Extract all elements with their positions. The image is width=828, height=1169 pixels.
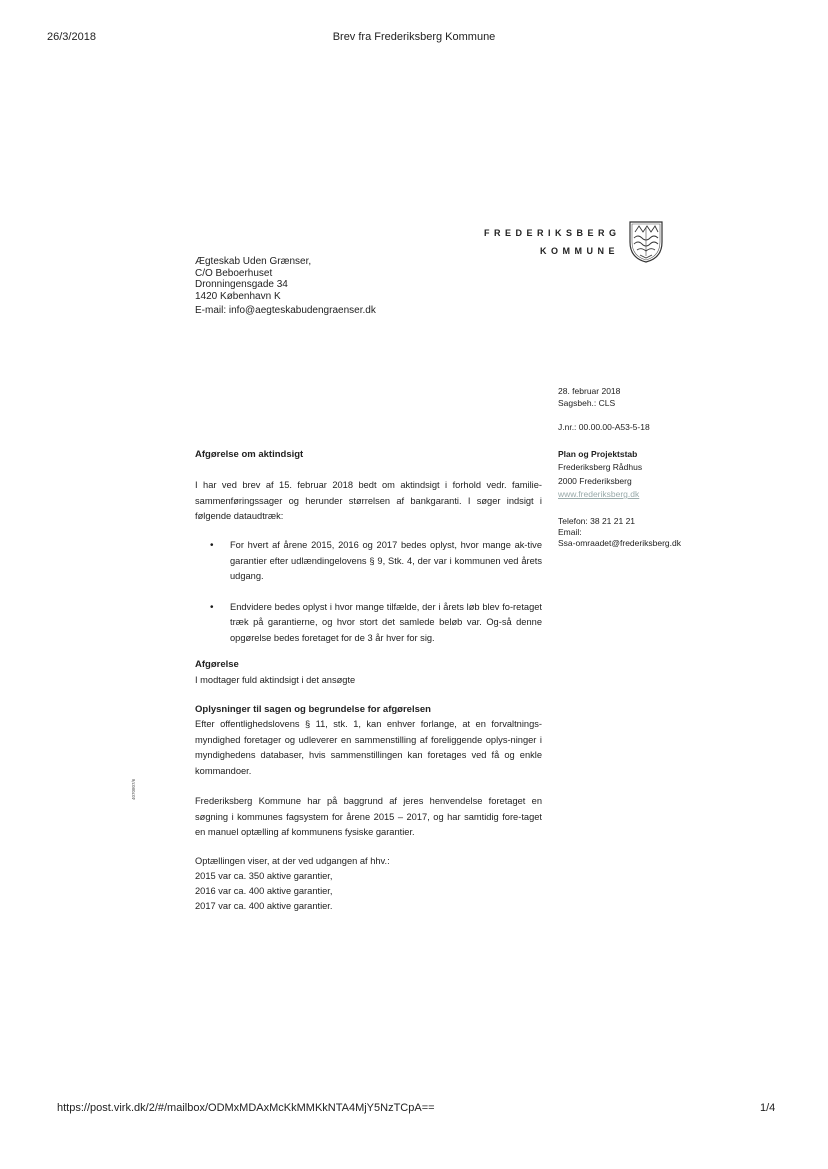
sender-department: Plan og Projektstab [558,449,638,459]
bullet-text: For hvert af årene 2015, 2016 og 2017 bedes oplyst, hvor mange ak-tive garantier efter udlændingelovens § 9, Stk. 4, der var i kommunen ved årets udgang. [230,540,542,581]
print-page-number: 1/4 [760,1102,776,1114]
print-footer-url: https://post.virk.dk/2/#/mailbox/ODMxMDAxMcKkMMKkNTA4MjY5NzTCpA== [57,1102,435,1114]
info-paragraph: Efter offentlighedslovens § 11, stk. 1, kan enhver forlange, at en forvaltnings-myndighed foretager og udleverer en sammenstilling af foreliggende oplys-ninger i myndighedens databaser, hvis sammenstillingen kan foretages ved få og enkle kommandoer. [195,719,542,776]
request-bullet-list [210,538,542,646]
margin-document-code [129,762,143,802]
bullet-text: Endvidere bedes oplyst i hvor mange tilfælde, der i årets løb blev fo-retaget træk på garantierne, og hvor stort det samlede beløb var. Og-så denne opgørelse bedes foretaget for de 3 år hver for sig. [230,601,542,643]
sender-email-label: Email: [558,527,582,537]
margin-code-text: 4070807/6 [131,778,136,800]
list-item [210,538,542,585]
recipient-line: Dronningensgade 34 [195,279,288,290]
sender-city: 2000 Frederiksberg [558,476,632,486]
recipient-address [195,256,311,302]
count-line: 2017 var ca. 400 aktive garantier. [195,901,333,911]
print-date: 26/3/2018 [47,31,96,43]
intro-paragraph: I har ved brev af 15. februar 2018 bedt om aktindsigt i forhold vedr. familie-sammenføringssager og herunder størrelsen af bankgaranti. I søger indsigt i følgende dataudtræk: [195,480,542,521]
search-paragraph: Frederiksberg Kommune har på baggrund af jeres henvendelse foretaget en søgning i kommunes fagsystem for årene 2015 – 2017, og har samtidig fore-taget en manuel optælling af kommunens fysiske garantier. [195,796,542,837]
letter-date: 28. februar 2018 [558,386,621,396]
decision-text: I modtager fuld aktindsigt i det ansøgte [195,675,356,685]
logo-line-frederiksberg: F R E D E R I K S B E R G [484,228,618,238]
sender-building: Frederiksberg Rådhus [558,462,643,472]
logo-line-kommune: K O M M U N E [540,246,616,256]
count-intro: Optællingen viser, at der ved udgangen af hhv.: [195,856,390,866]
caseworker: Sagsbeh.: CLS [558,398,616,408]
info-heading: Oplysninger til sagen og begrundelse for afgørelsen [195,704,431,715]
recipient-line: 1420 København K [195,290,281,302]
letter-subject: Afgørelse om aktindsigt [195,449,304,460]
recipient-line: Ægteskab Uden Grænser, [195,256,312,267]
sender-email: Ssa-omraadet@frederiksberg.dk [558,538,681,548]
sender-website-link[interactable]: www.frederiksberg.dk [558,489,640,499]
count-line: 2015 var ca. 350 aktive garantier, [195,871,333,881]
bullet-icon: • [210,601,214,613]
print-title: Brev fra Frederiksberg Kommune [332,31,496,43]
journal-number: J.nr.: 00.00.00-A53-5-18 [558,422,650,432]
sender-phone: Telefon: 38 21 21 21 [558,516,636,526]
coat-of-arms-icon [628,220,664,264]
recipient-email: E-mail: info@aegteskabudengraenser.dk [195,305,376,316]
recipient-line: C/O Beboerhuset [195,267,273,279]
count-line: 2016 var ca. 400 aktive garantier, [195,886,333,896]
decision-heading: Afgørelse [195,659,239,670]
bullet-icon: • [210,540,214,551]
list-item [210,600,542,647]
